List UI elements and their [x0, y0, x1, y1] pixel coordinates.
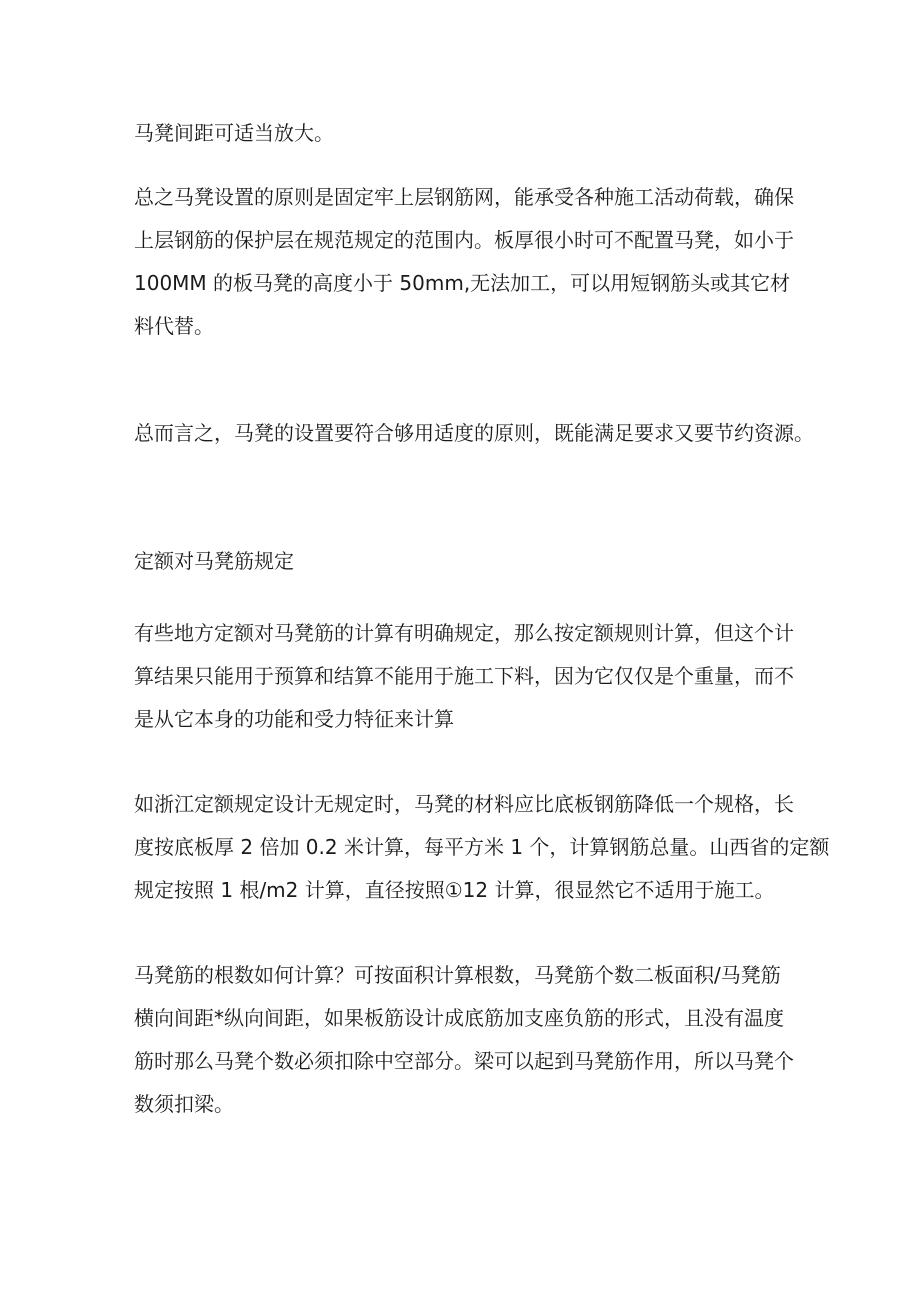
text-line: 马凳间距可适当放大。	[134, 121, 334, 145]
text-line: 算结果只能用于预算和结算不能用于施工下料，因为它仅仅是个重量，而不	[134, 664, 794, 688]
section-heading	[134, 540, 794, 583]
text-line: 规定按照 1 根/m2 计算，直径按照①12 计算，很显然它不适用于施工。	[134, 878, 775, 902]
heading-text: 定额对马凳筋规定	[134, 549, 294, 573]
text-line: 如浙江定额规定设计无规定时，马凳的材料应比底板钢筋降低一个规格，长	[134, 792, 794, 816]
paragraph-summary	[134, 412, 814, 455]
text-line: 数须扣梁。	[134, 1092, 234, 1116]
paragraph-regional-quota	[134, 783, 830, 912]
paragraph-quota-rules	[134, 612, 794, 741]
text-line: 横向间距*纵向间距，如果板筋设计成底筋加支座负筋的形式，且没有温度	[134, 1006, 784, 1030]
paragraph-stool-spacing	[134, 112, 794, 155]
text-line: 筋时那么马凳个数必须扣除中空部分。梁可以起到马凳筋作用，所以马凳个	[134, 1049, 794, 1073]
text-line: 马凳筋的根数如何计算？可按面积计算根数，马凳筋个数二板面积/马凳筋	[134, 963, 781, 987]
text-line: 度按底板厚 2 倍加 0.2 米计算，每平方米 1 个，计算钢筋总量。山西省的定额	[134, 835, 830, 859]
text-line: 100MM 的板马凳的高度小于 50mm,无法加工，可以用短钢筋头或其它材	[134, 271, 791, 295]
text-line: 上层钢筋的保护层在规范规定的范围内。板厚很小时可不配置马凳，如小于	[134, 228, 794, 252]
text-line: 有些地方定额对马凳筋的计算有明确规定，那么按定额规则计算，但这个计	[134, 621, 794, 645]
paragraph-stool-principle	[134, 176, 794, 348]
text-line: 总之马凳设置的原则是固定牢上层钢筋网，能承受各种施工活动荷载，确保	[134, 185, 794, 209]
text-line: 料代替。	[134, 314, 214, 338]
paragraph-stool-count	[134, 954, 794, 1126]
text-line: 是从它本身的功能和受力特征来计算	[134, 707, 454, 731]
text-line: 总而言之，马凳的设置要符合够用适度的原则，既能满足要求又要节约资源。	[134, 421, 814, 445]
